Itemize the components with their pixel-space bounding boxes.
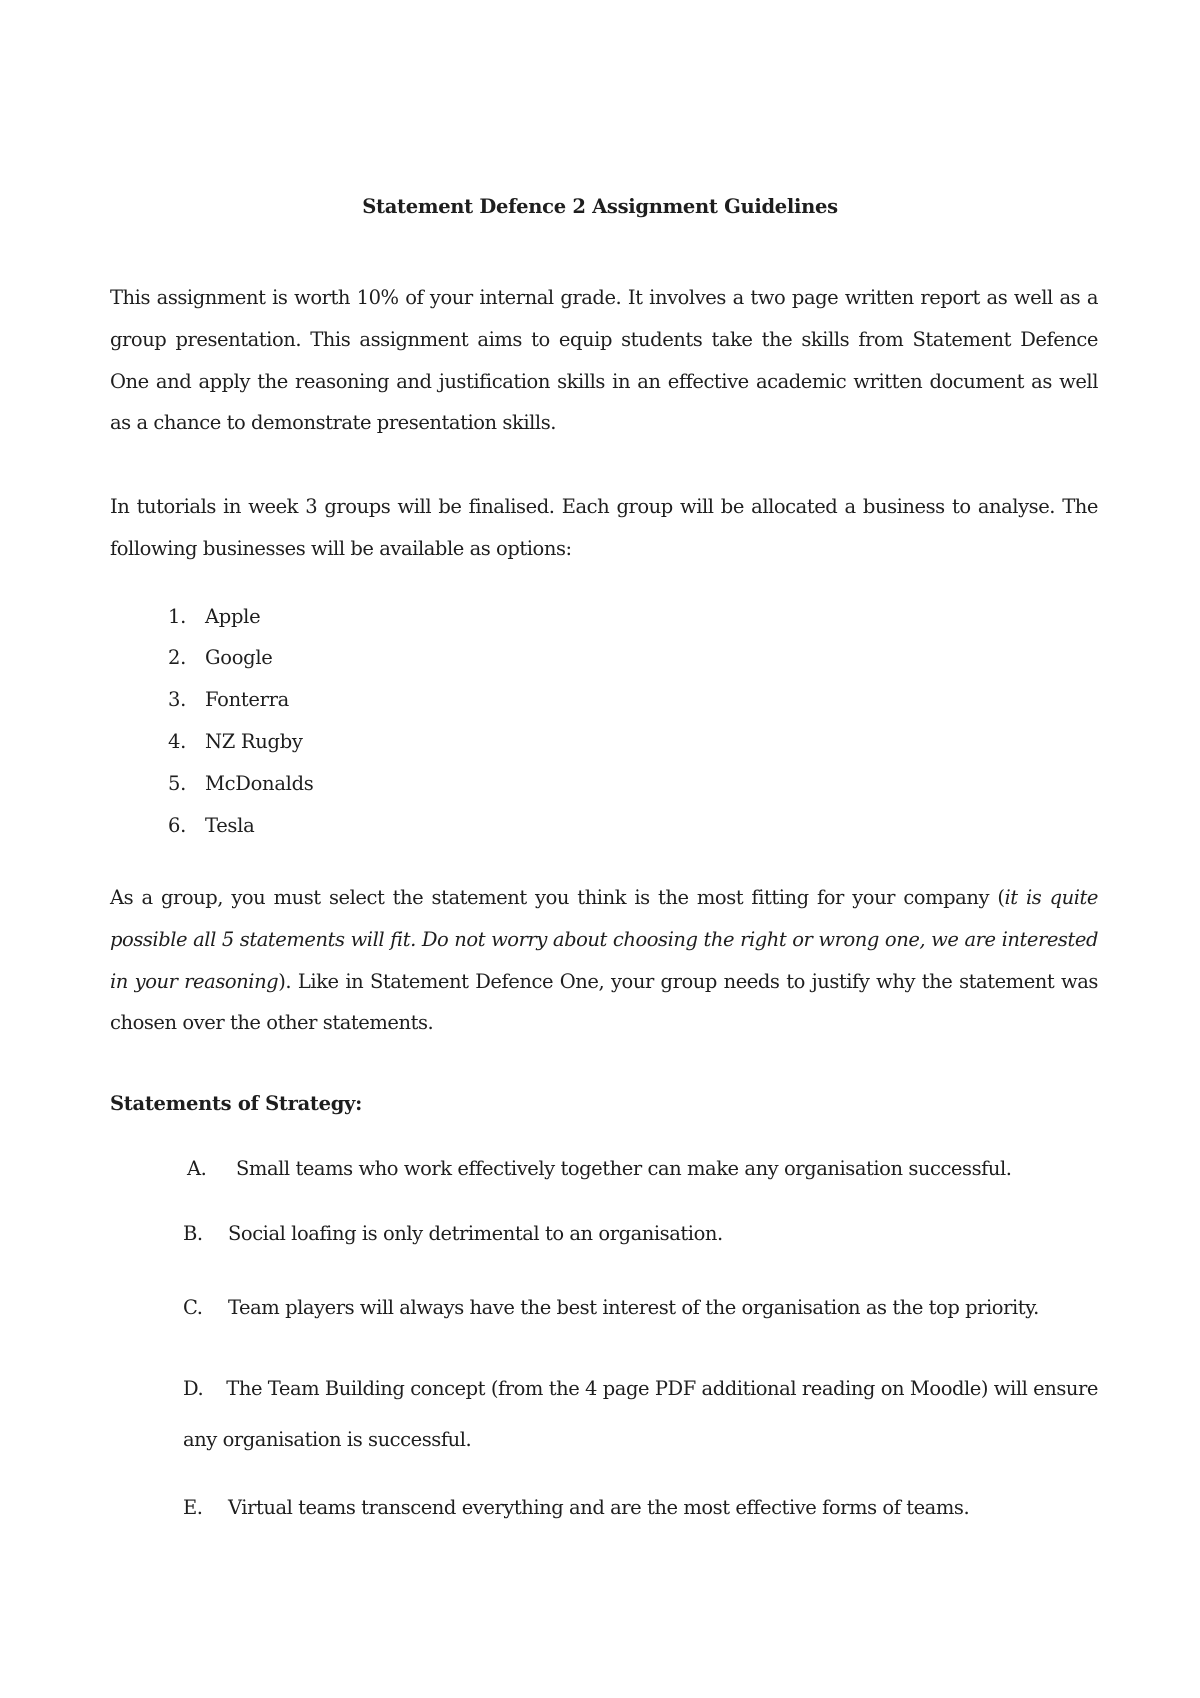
statement-item [183,1363,1098,1465]
list-item-number: 2. [168,646,187,669]
list-item-number: 6. [168,814,187,837]
intro-paragraph: This assignment is worth 10% of your internal grade. It involves a two page written report as well as a group presentation. This assignment aims to equip students take the skills from Statement Defence One and apply the reasoning and justification skills in an effective academic written document as well as a chance to demonstrate presentation skills. [110,286,1098,435]
selection-paragraph [110,877,1098,1044]
statements-heading: Statements of Strategy: [110,1092,362,1115]
list-item-label: McDonalds [205,772,314,795]
statement-letter: D. [183,1377,204,1400]
list-item-number: 5. [168,772,187,795]
list-item [0,772,1200,796]
list-item-number: 4. [168,730,187,753]
list-item-label: Tesla [205,814,255,837]
list-item [0,730,1200,754]
statement-text: Virtual teams transcend everything and are the most effective forms of teams. [228,1496,970,1519]
statement-text: Team players will always have the best interest of the organisation as the top priority. [228,1296,1039,1319]
statement-text: Small teams who work effectively together can make any organisation successful. [236,1157,1012,1180]
statement-letter: C. [183,1296,203,1319]
statement-text: Social loafing is only detrimental to an organisation. [228,1222,723,1245]
list-item-number: 1. [168,605,187,628]
list-item-label: Apple [205,605,261,628]
selection-text-after: ). Like in Statement Defence One, your group needs to justify why the statement was chosen over the other statements. [110,969,1098,1035]
groups-paragraph: In tutorials in week 3 groups will be finalised. Each group will be allocated a business to analyse. The following businesses will be available as options: [110,495,1098,560]
statement-letter: E. [183,1496,203,1519]
selection-text-before: As a group, you must select the statement you think is the most fitting for your company ( [110,886,1005,909]
list-item [0,646,1200,670]
list-item-number: 3. [168,688,187,711]
list-item-label: Fonterra [205,688,290,711]
list-item [0,688,1200,712]
selection-text-italic: it is quite possible all 5 statements will fit. Do not worry about choosing the right or wrong one, we are interested in your reasoning [110,886,1098,993]
statement-letter: A. [187,1157,207,1180]
statement-letter: B. [183,1222,203,1245]
list-item-label: NZ Rugby [205,730,303,753]
list-item [0,605,1200,629]
statement-text: The Team Building concept (from the 4 page PDF additional reading on Moodle) will ensure any organisation is successful. [183,1377,1098,1451]
document-title: Statement Defence 2 Assignment Guidelines [362,195,838,218]
list-item-label: Google [205,646,273,669]
list-item [0,814,1200,838]
